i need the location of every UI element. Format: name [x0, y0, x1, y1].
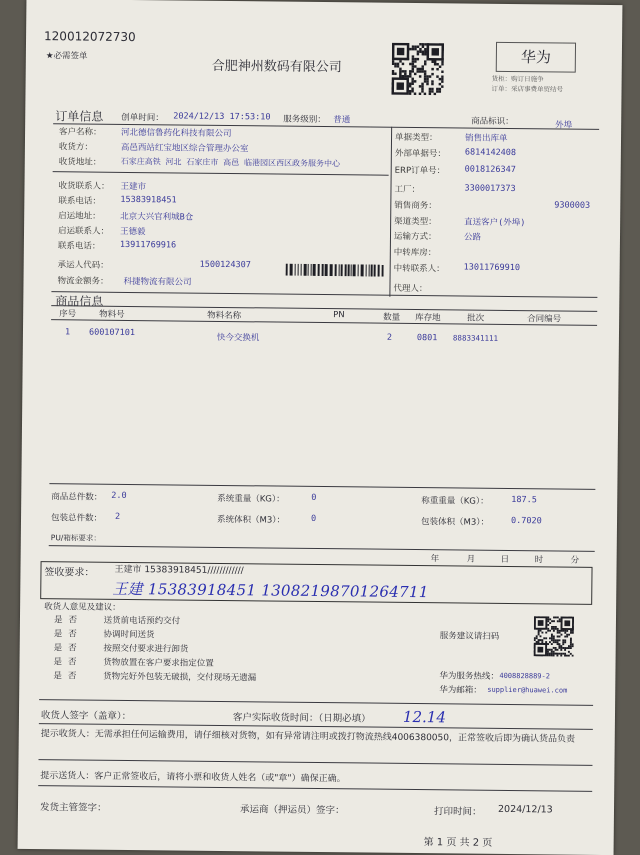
service-level-label: 服务级别： — [283, 114, 326, 126]
col-contract: 合同编号 — [527, 314, 562, 325]
row-seq: 1 — [64, 327, 71, 338]
business-value: 外埠 — [555, 120, 573, 131]
brand-stamp: 华为 — [496, 42, 576, 73]
total-label-4: 系统体积（M3）： — [216, 514, 286, 526]
right-label-9: 代理人： — [393, 283, 428, 295]
email-label: 华为邮箱： — [439, 685, 482, 696]
customer-name: 河北德信鲁药化科技有限公司 — [121, 127, 232, 140]
print-time-value: 2024/12/13 — [497, 803, 553, 816]
left-label-6: 启运联系人： — [57, 226, 110, 237]
feedback-item: 是 否 送货前电话预约交付 — [53, 615, 181, 627]
system-volume: 0 — [310, 513, 317, 524]
sales-business: 9300003 — [554, 200, 591, 211]
right-label-6: 运输方式： — [393, 231, 437, 243]
date-day: 日 — [500, 554, 510, 565]
transport-mode: 公路 — [463, 232, 482, 243]
receiver-phone: 15383918451 — [120, 194, 177, 206]
signing-required-note: ★必需签单 — [45, 51, 88, 62]
shipping-document — [18, 0, 623, 855]
total-items: 2.0 — [111, 490, 127, 501]
company-title: 合肥神州数码有限公司 — [211, 58, 342, 76]
date-year: 年 — [430, 554, 440, 565]
right-label-2: ERP订单号： — [394, 165, 446, 177]
page-indicator: 第 1 页 共 2 页 — [423, 837, 493, 849]
qr-caption: 服务建议请扫码 — [439, 631, 500, 642]
receiver-address: 石家庄高铁 河北 石家庄市 高邑 临港园区西区政务服务中心 — [120, 156, 341, 169]
system-weight: 0 — [311, 492, 317, 503]
business-label: 商品标识： — [471, 116, 514, 128]
doc-number: 120012072730 — [44, 29, 136, 45]
right-label-8: 中转联系人： — [393, 263, 445, 275]
origin-contact: 王德毅 — [119, 226, 146, 238]
sign-handwriting: 王建 15383918451 13082198701264711 — [112, 579, 429, 602]
right-label-7: 中转库房： — [393, 247, 437, 259]
right-label-5: 渠道类型： — [394, 216, 437, 228]
carrier-code: 1500124307 — [199, 259, 251, 271]
service-qr-code-icon — [534, 616, 574, 656]
origin-phone: 13911769916 — [119, 239, 177, 251]
external-doc-number: 6814142408 — [464, 147, 517, 159]
left-label-2: 收货地址： — [58, 157, 102, 168]
receiver-sign-label: 收货人签字（盖章）： — [40, 710, 132, 723]
left-label-3: 收货联系人： — [58, 181, 110, 192]
goods-section-title: 商品信息 — [55, 294, 104, 309]
date-minute: 分 — [570, 555, 580, 566]
row-name: 快今交换机 — [216, 332, 260, 344]
col-seq: 序号 — [59, 309, 77, 320]
right-label-4: 销售商务： — [394, 200, 437, 212]
weighed-weight: 187.5 — [511, 495, 537, 506]
sign-label: 签收要求： — [44, 567, 95, 579]
erp-order-number: 0018126347 — [464, 164, 516, 176]
feedback-item: 是 否 协调时间送货 — [53, 629, 155, 641]
left-label-5: 启运地址： — [58, 211, 101, 222]
right-label-3: 工厂： — [394, 184, 421, 196]
right-label-0: 单据类型： — [394, 132, 438, 144]
feedback-title: 收货人意见及建议： — [44, 602, 121, 613]
receiver: 高邑西站红宝地区综合管理办公室 — [120, 142, 249, 155]
col-location: 库存地 — [415, 312, 441, 324]
carrier-sign-label: 承运商（押运员）签字： — [239, 804, 345, 817]
left-label-1: 收货方： — [58, 142, 93, 153]
col-qty: 数量 — [383, 312, 401, 323]
receive-time-label: 客户实际收货时间：（日期必填） — [232, 712, 371, 725]
left-label-9: 物流金额务： — [57, 276, 109, 287]
sign-printed: 王建市 15383918451//////////// — [114, 564, 244, 577]
left-label-8: 承运人代码： — [57, 260, 109, 271]
total-label-1: 系统重量（KG）： — [217, 493, 285, 505]
right-label-1: 外部单据号： — [394, 148, 446, 160]
feedback-item: 是 否 货物放置在客户要求指定位置 — [53, 657, 214, 669]
total-label-5: 包装体积（M3）： — [420, 517, 490, 528]
feedback-item: 是 否 货物完好外包装无破损，交付现场无遗漏 — [53, 671, 257, 684]
origin-address: 北京大兴官利城B仓 — [120, 211, 194, 223]
shipper-sign-label: 发货主管签字： — [39, 802, 107, 814]
channel-type: 直送客户(外埠) — [464, 217, 526, 229]
col-batch: 批次 — [467, 313, 485, 324]
total-label-3: 包装总件数： — [50, 513, 103, 524]
row-qty: 2 — [386, 332, 393, 343]
col-material: 物料号 — [99, 309, 125, 320]
email-value: supplier@huawei.com — [487, 685, 568, 695]
date-hour: 时 — [534, 555, 544, 566]
factory: 3300017373 — [464, 183, 516, 195]
total-label-0: 商品总件数： — [51, 492, 103, 503]
stamp-line-2: 订单：采店事费单贸结号 — [491, 84, 564, 94]
package-count: 2 — [114, 511, 121, 522]
handwritten-date: 12.14 — [402, 707, 447, 727]
created-value: 2024/12/13 17:53:10 — [173, 111, 271, 123]
date-month: 月 — [466, 554, 476, 565]
created-label: 创单时间： — [121, 112, 164, 124]
total-label-2: 称重重量（KG）： — [421, 496, 489, 507]
row-batch: 8883341111 — [452, 333, 499, 343]
left-label-7: 联系电话： — [57, 241, 101, 252]
hotline-label: 华为服务热线： — [439, 671, 499, 682]
left-label-4: 联系电话： — [58, 196, 101, 207]
doc-type: 销售出库单 — [464, 133, 508, 144]
sender-notice: 提示送货人：客户正常签收后，请将小票和收货人姓名（或"章"）确保正确。 — [40, 771, 346, 785]
feedback-item: 是 否 按照交付要求进行卸货 — [53, 643, 189, 655]
receiver-notice: 提示收货人：无需承担任何运输费用，请仔细核对货物，如有异常请注明或拨打物流热线4006380050，正常签收后即为确认货品负责 — [40, 729, 576, 745]
hotline-value: 4008828889-2 — [499, 671, 551, 681]
barcode-icon — [286, 264, 384, 277]
row-location: 0801 — [416, 333, 438, 344]
col-pn: PN — [333, 310, 345, 321]
pu-label: PU/箱标要求： — [50, 533, 101, 543]
print-time-label: 打印时间： — [433, 806, 482, 818]
left-label-0: 客户名称： — [59, 127, 102, 138]
order-section-title: 订单信息 — [55, 109, 104, 124]
receiver-contact: 王建市 — [120, 181, 147, 193]
stamp-line-1: 货柜：购订日施争 — [491, 74, 544, 84]
qr-code-icon — [391, 43, 444, 96]
logistics-company: 科捷物流有限公司 — [123, 276, 192, 288]
package-volume: 0.7020 — [510, 516, 542, 527]
row-material: 600107101 — [88, 327, 136, 339]
col-name: 物料名称 — [207, 310, 242, 322]
service-level-value: 普通 — [333, 115, 351, 126]
transfer-contact: 13011769910 — [463, 262, 521, 274]
